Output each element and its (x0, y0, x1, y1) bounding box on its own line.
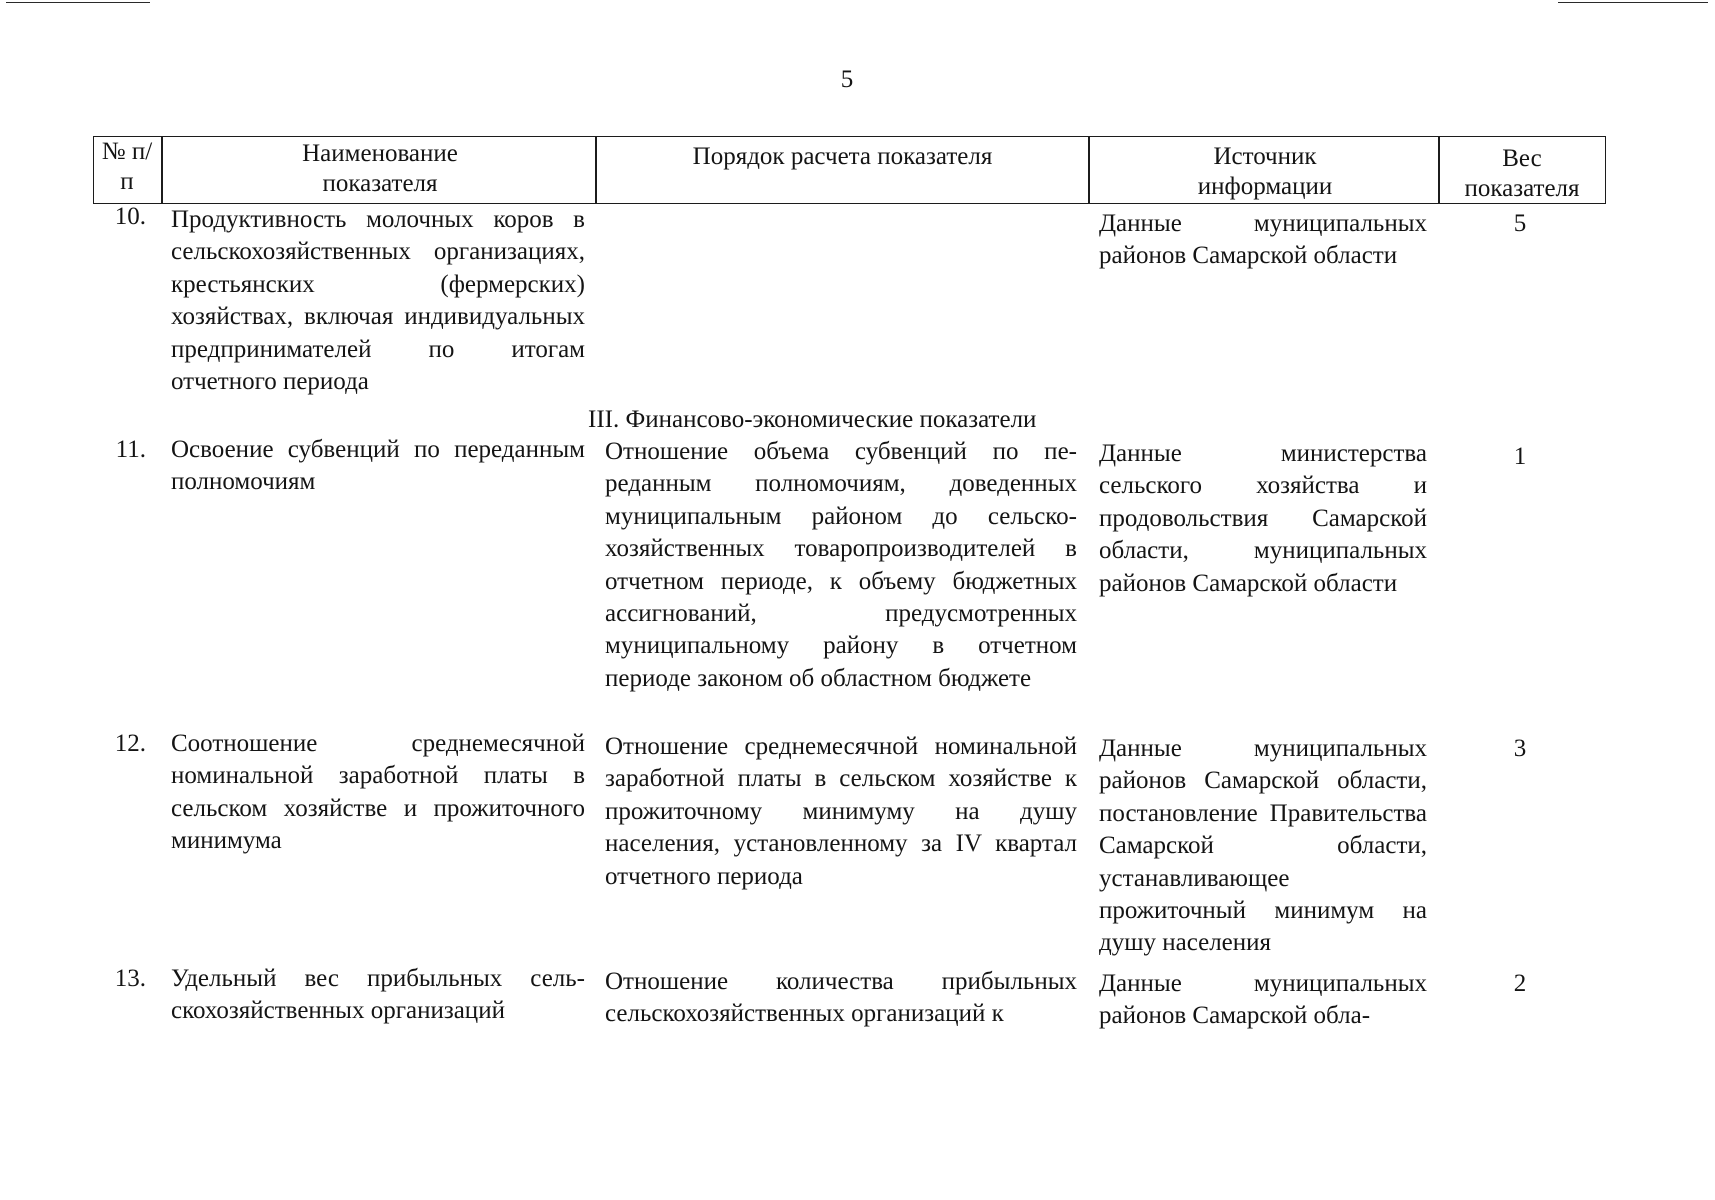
header-divider (161, 136, 163, 204)
row-12-name: Соотношение среднемесячной номинальной заработной платы в сельском хозяйстве и прожиточного минимума (171, 730, 585, 855)
row-10-source: Данные муниципальных районов Самарской области (1099, 210, 1427, 270)
header-divider (1438, 136, 1440, 204)
section-title: III. Финансово-экономические показатели (588, 406, 1037, 433)
row-13-name: Удельный вес прибыльных сельскохозяйственных организаций (171, 965, 585, 1025)
scan-artifact-right (1558, 2, 1708, 3)
row-11-weight: 1 (1513, 443, 1527, 470)
header-weight: Вес показателя (1464, 145, 1580, 202)
row-10-name: Продуктивность молочных коров в сельскохозяйственных организациях, крестьянских (фермерских) хозяйствах, включая индивидуальных предпринимателей по итогам отчетного периода (171, 206, 585, 396)
header-divider (595, 136, 597, 204)
row-12-num: 12. (114, 730, 146, 757)
page-number: 5 (840, 66, 854, 93)
row-12-weight: 3 (1513, 735, 1527, 762)
row-11-name: Освоение субвенций по переданным полномочиям (171, 436, 585, 496)
row-13-num: 13. (114, 965, 146, 992)
header-num: № п/п (101, 138, 153, 195)
header-source: Источник информации (1197, 143, 1333, 200)
row-13-weight: 2 (1513, 970, 1527, 997)
header-name: Наименование показателя (302, 140, 458, 197)
row-10-num: 10. (114, 203, 146, 230)
row-11-method: Отношение объема субвенций по переданным полномочиям, доведенных муниципальным районом до сельскохозяйственных товаропроизводителей в отчетном периоде, к объему бюджетных ассигнований, предусмотренных муниципальному району в отчетном периоде законом об областном бюджете (605, 438, 1077, 692)
row-11-source: Данные министерства сельского хозяйства и продовольствия Самарской области, муниципальных районов Самарской области (1099, 440, 1427, 597)
row-10-weight: 5 (1513, 210, 1527, 237)
row-13-source: Данные муниципальных районов Самарской обла- (1099, 970, 1427, 1030)
row-11-num: 11. (115, 436, 146, 463)
row-12-source: Данные муниципальных районов Самарской области, постановление Правительства Самарской области, устанавливающее прожиточный минимум на душу населения (1099, 735, 1427, 957)
row-13-method: Отношение количества прибыльных сельскохозяйственных организаций к (605, 968, 1077, 1028)
header-method: Порядок расчета показателя (692, 143, 993, 170)
header-divider (1088, 136, 1090, 204)
row-12-method: Отношение среднемесячной номинальной заработной платы в сельском хозяйстве к прожиточному минимуму на душу населения, установленному за IV квартал отчетного периода (605, 733, 1077, 890)
scan-artifact-left (6, 2, 150, 3)
